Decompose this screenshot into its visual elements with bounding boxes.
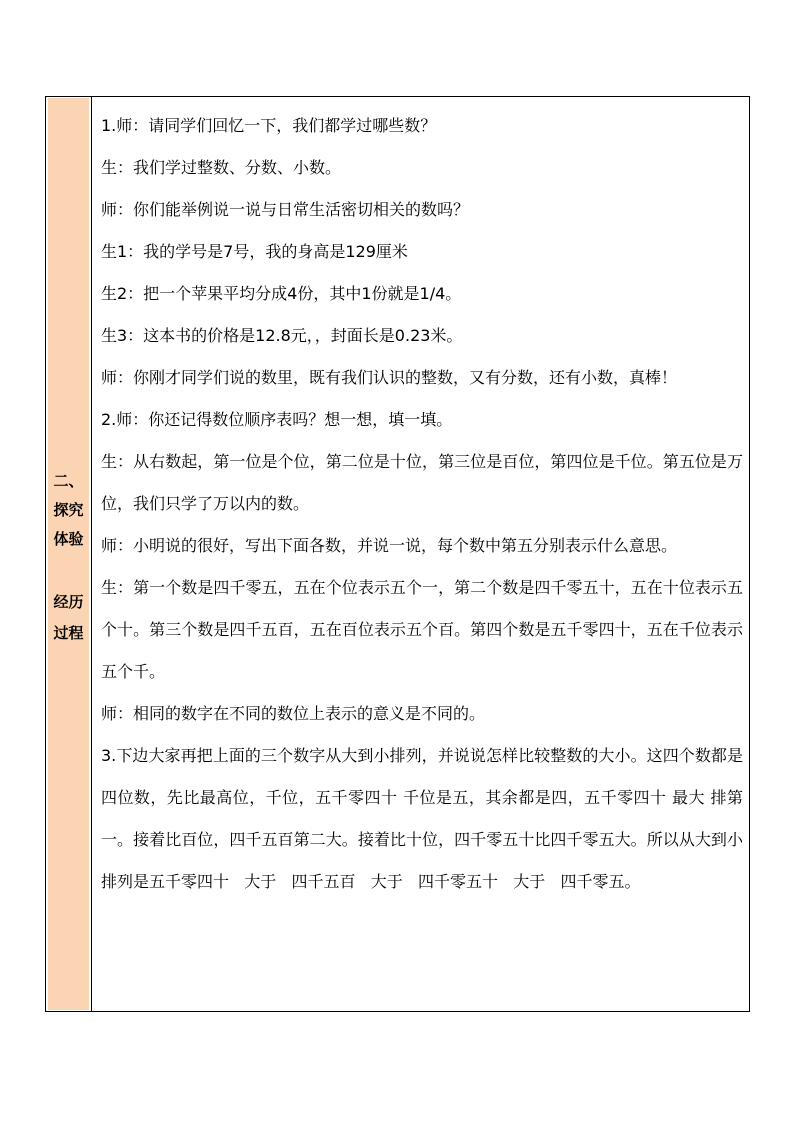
paragraph-place-value-question: 2.师：你还记得数位顺序表吗？想一想，填一填。 [101, 410, 453, 429]
paragraph-student-3: 生3：这本书的价格是12.8元，，封面长是0.23米。 [101, 326, 463, 345]
paragraph-write-numbers-prompt: 师：小明说的很好，写出下面各数，并说一说，每个数中第五分别表示什么意思。 [101, 536, 678, 555]
paragraph-place-value-answer: 生：从右数起，第一位是个位，第二位是十位，第三位是百位，第四位是千位。第五位是万位，我们只学了万以内的数。 [101, 452, 743, 513]
paragraph-write-numbers-answer: 生：第一个数是四千零五，五在个位表示五个一，第二个数是四千零五十，五在十位表示五个十。第三个数是四千五百，五在百位表示五个百。第四个数是五千零四十，五在千位表示五个千。 [101, 578, 743, 681]
section-header-cell [46, 97, 92, 1011]
section-title-line-3: 经历 [53, 593, 84, 611]
section-header-background [48, 98, 89, 1010]
paragraph-teacher-praise: 师：你刚才同学们说的数里，既有我们认识的整数，又有分数，还有小数，真棒！ [101, 368, 678, 387]
paragraph-recall-question: 1.师：请同学们回忆一下，我们都学过哪些数？ [101, 116, 437, 135]
section-title-line-4: 过程 [53, 624, 84, 642]
paragraph-teacher-example-prompt: 师：你们能举例说一说与日常生活密切相关的数吗？ [101, 200, 470, 219]
content-cell [92, 97, 749, 1011]
section-title-line-2: 体验 [53, 530, 84, 548]
paragraph-student-answer: 生：我们学过整数、分数、小数。 [101, 158, 342, 177]
paragraph-ordering-explanation: 3.下边大家再把上面的三个数字从大到小排列，并说说怎样比较整数的大小。这四个数都是四位数，先比最高位，千位，五千零四十 千位是五，其余都是四，五千零四十 最大 排第一。接着比百位，四千五百第二大。接着比十位，四千零五十比四千零五大。所以从大到小排列是五千零四十 大于 四千五百 大于 四千零五十 大于 四千零五。 [101, 746, 743, 891]
paragraph-student-2: 生2：把一个苹果平均分成4份，其中1份就是1/4。 [101, 284, 462, 303]
section-number-label: 二、 [53, 472, 84, 490]
paragraph-student-1: 生1：我的学号是7号，我的身高是129厘米 [101, 242, 408, 261]
section-title-line-1: 探究 [53, 501, 84, 519]
paragraph-teacher-summary: 师：相同的数字在不同的数位上表示的意义是不同的。 [101, 704, 486, 723]
lesson-table [45, 96, 750, 1012]
